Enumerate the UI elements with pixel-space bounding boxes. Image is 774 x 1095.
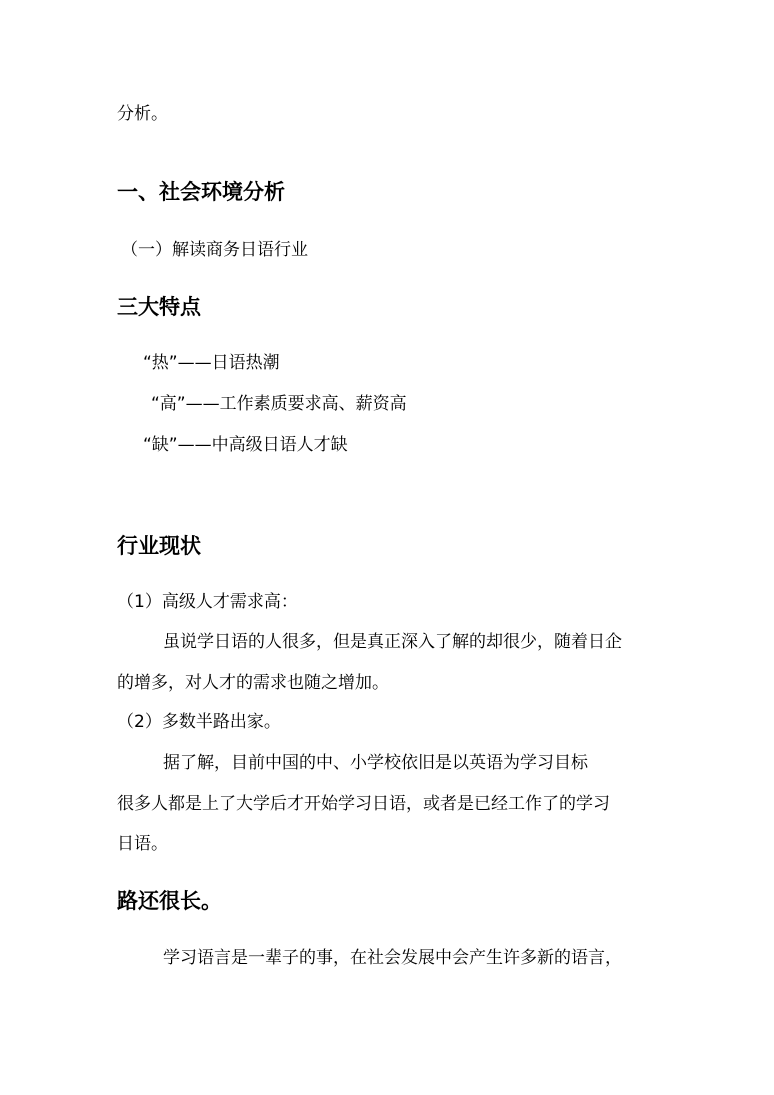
road-heading: 路还很长。: [117, 889, 222, 913]
feature-item-high: “高”——工作素质要求高、薪资高: [151, 394, 407, 414]
status-point-1-body-line-2: 的增多，对人才的需求也随之增加。: [117, 673, 389, 693]
feature-item-hot: “热”——日语热潮: [143, 353, 280, 373]
feature-item-lack: “缺”——中高级日语人才缺: [143, 435, 348, 455]
road-body-line-1: 学习语言是一辈子的事，在社会发展中会产生许多新的语言，: [163, 948, 622, 968]
features-heading: 三大特点: [117, 295, 201, 319]
section-title: 一、社会环境分析: [117, 180, 285, 204]
status-point-2-body-line-1: 据了解，目前中国的中、小学校依旧是以英语为学习目标: [163, 753, 588, 773]
status-heading: 行业现状: [117, 534, 201, 558]
intro-tail: 分析。: [117, 104, 168, 124]
status-point-2-title: （2）多数半路出家。: [117, 712, 281, 732]
status-point-1-title: （1）高级人才需求高：: [117, 592, 298, 612]
status-point-2-body-line-2: 很多人都是上了大学后才开始学习日语，或者是已经工作了的学习: [117, 794, 610, 814]
status-point-1-body-line-1: 虽说学日语的人很多，但是真正深入了解的却很少，随着日企: [163, 632, 622, 652]
status-point-2-body-line-3: 日语。: [117, 834, 168, 854]
subsection-title: （一）解读商务日语行业: [121, 240, 308, 260]
